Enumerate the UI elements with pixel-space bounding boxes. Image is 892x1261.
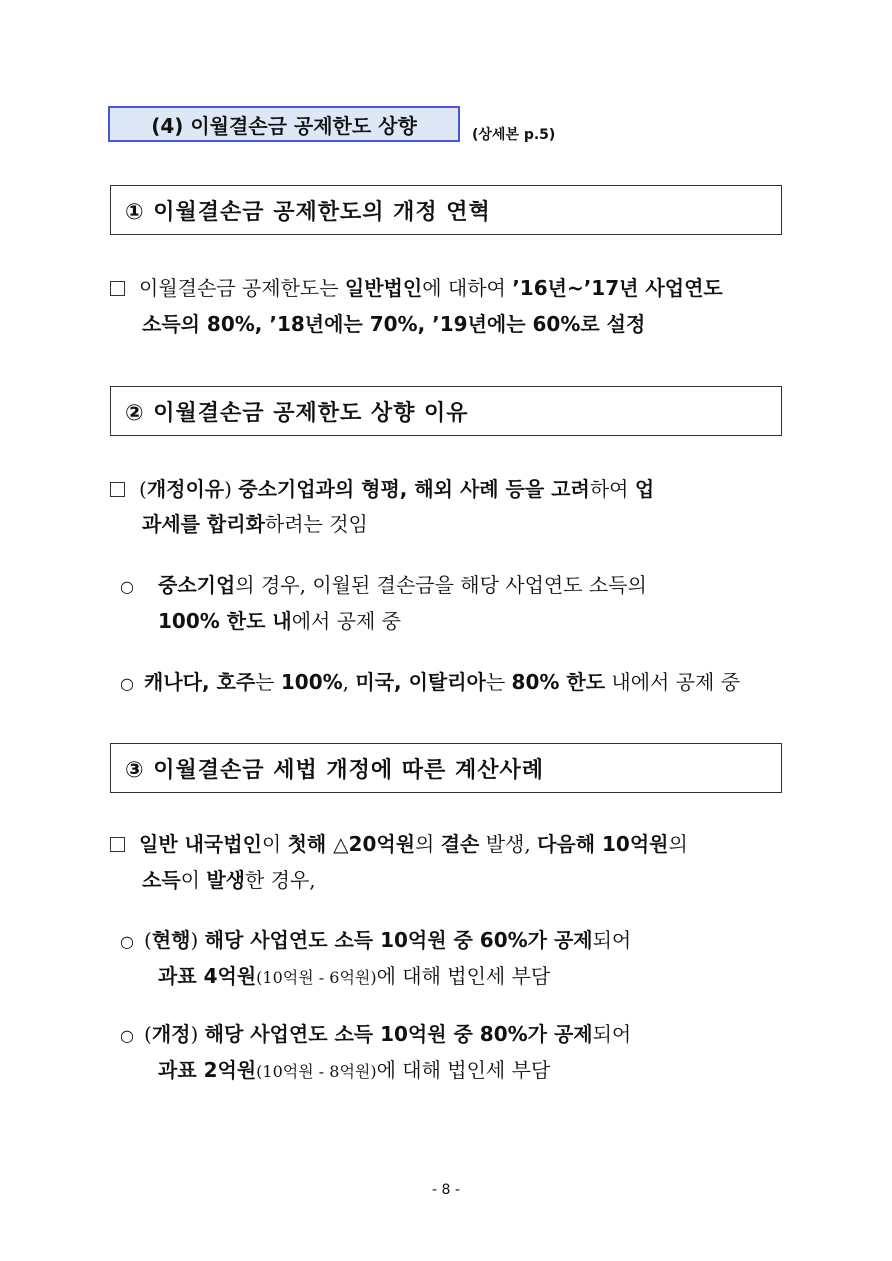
text: 의 경우, 이월된 결손금을 해당 사업연도 소득의 (235, 573, 647, 597)
section-3-heading: ③ 이월결손금 세법 개정에 따른 계산사례 (125, 757, 544, 783)
text: , (342, 670, 356, 694)
section-3-para-3-line-1 (120, 1022, 631, 1046)
section-2-para-1-line-2 (142, 512, 368, 536)
bold-text: 소득 (142, 868, 181, 892)
text: ( (144, 928, 152, 952)
text: 에 대해 법인세 부담 (376, 964, 551, 988)
text: ( (139, 477, 147, 501)
bold-text: 첫해 △20억원 (287, 832, 416, 856)
bold-text: 과표 2억원 (158, 1058, 257, 1082)
square-bullet-icon (110, 482, 125, 497)
text: 는 (485, 670, 512, 694)
bold-text: 일반법인 (344, 276, 423, 300)
section-1-heading: ① 이월결손금 공제한도의 개정 연혁 (125, 199, 491, 225)
section-3-para-2-line-2 (158, 964, 550, 988)
section-2-para-3 (120, 670, 740, 694)
circle-bullet-icon: ○ (120, 932, 134, 951)
text: 이월결손금 공제한도는 (139, 276, 345, 300)
text: 되어 (592, 928, 632, 952)
text: ) (224, 477, 239, 501)
section-3-para-3-line-2 (158, 1058, 550, 1082)
bold-text: 100% 한도 내 (158, 609, 292, 633)
detail-reference: (상세본 p.5) (472, 127, 556, 143)
bold-text: 캐나다, 호주 (144, 670, 256, 694)
text: 이 (180, 868, 207, 892)
section-2-heading: ② 이월결손금 공제한도 상향 이유 (125, 400, 469, 426)
section-1-para-1-line-1 (110, 276, 723, 300)
text: 한 경우, (244, 868, 316, 892)
circle-bullet-icon: ○ (120, 674, 134, 693)
bold-text: 현행 (151, 928, 191, 952)
small-text: (10억원 - 6억원) (256, 968, 377, 987)
bold-text: 개정이유 (146, 477, 225, 501)
section-3-heading-box (110, 743, 782, 793)
bold-text: 과표 4억원 (158, 964, 257, 988)
small-text: (10억원 - 8억원) (256, 1062, 377, 1081)
text: ) (190, 1022, 205, 1046)
text: 하려는 것임 (264, 512, 368, 536)
bold-text: 결손 (440, 832, 480, 856)
bold-text: 미국, 이탈리아 (355, 670, 486, 694)
page-number: - 8 - (432, 1182, 460, 1198)
bold-text: 해당 사업연도 소득 10억원 중 80%가 공제 (204, 1022, 593, 1046)
bold-text: 다음해 10억원 (537, 832, 669, 856)
text: 에서 공제 중 (291, 609, 402, 633)
section-3-para-1-line-2 (142, 868, 316, 892)
text: 에 대해 법인세 부담 (376, 1058, 551, 1082)
text: 는 (255, 670, 281, 694)
text: 내에서 공제 중 (605, 670, 741, 694)
bold-text: 중소기업 (158, 573, 236, 597)
bold-text: 100% (280, 670, 343, 694)
bold-text: 소득의 80%, ’18년에는 70%, ’19년에는 60%로 설정 (142, 312, 646, 336)
section-1-para-1-line-2 (142, 312, 645, 336)
square-bullet-icon (110, 837, 125, 852)
section-title-box (108, 106, 460, 142)
text: 의 (668, 832, 688, 856)
section-3-para-1-line-1 (110, 832, 688, 856)
section-title: (4) 이월결손금 공제한도 상향 (151, 113, 417, 138)
text: 에 대하여 (422, 276, 513, 300)
section-3-para-2-line-1 (120, 928, 631, 952)
text: 발생, (479, 832, 538, 856)
circle-bullet-icon: ○ (120, 577, 134, 596)
text: ( (144, 1022, 152, 1046)
text: 의 (415, 832, 441, 856)
text: 되어 (592, 1022, 632, 1046)
section-2-para-2-line-2 (158, 609, 401, 633)
bold-text: 과세를 합리화 (142, 512, 265, 536)
bold-text: 개정 (151, 1022, 191, 1046)
bold-text: 업 (634, 477, 655, 501)
bold-text: ’16년~’17년 사업연도 (512, 276, 723, 300)
circle-bullet-icon: ○ (120, 1026, 134, 1045)
section-2-para-2-line-1 (120, 573, 647, 597)
bold-text: 일반 내국법인 (139, 832, 262, 856)
bold-text: 중소기업과의 형평, 해외 사례 등을 고려 (238, 477, 590, 501)
section-2-para-1-line-1 (110, 477, 654, 501)
text: ) (190, 928, 205, 952)
section-1-heading-box (110, 185, 782, 235)
text: 이 (261, 832, 288, 856)
square-bullet-icon (110, 281, 125, 296)
bold-text: 해당 사업연도 소득 10억원 중 60%가 공제 (204, 928, 593, 952)
text: 하여 (589, 477, 635, 501)
section-2-heading-box (110, 386, 782, 436)
bold-text: 발생 (206, 868, 245, 892)
bold-text: 80% 한도 (511, 670, 606, 694)
